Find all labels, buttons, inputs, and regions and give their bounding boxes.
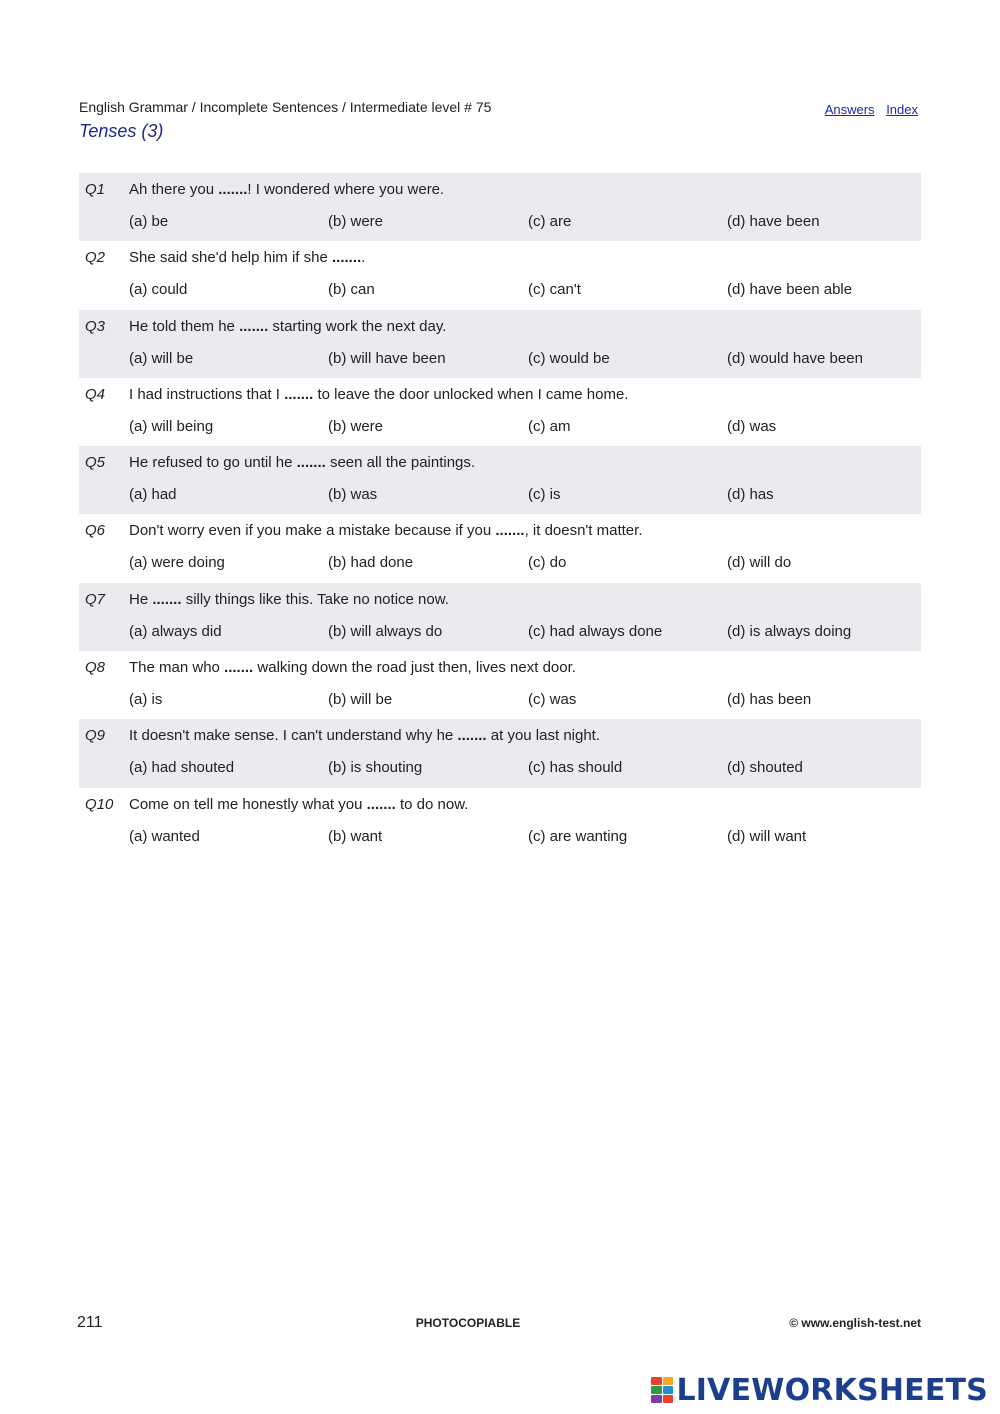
- top-links: [817, 102, 918, 117]
- stem-text-after: starting work the next day.: [268, 317, 447, 335]
- copyright-website: © www.english-test.net: [789, 1316, 921, 1330]
- stem-text-before: The man who: [129, 659, 225, 677]
- answer-blank[interactable]: .......: [218, 181, 248, 198]
- option-a[interactable]: (a) wanted: [129, 827, 200, 845]
- question-number: Q10: [85, 795, 114, 813]
- option-c[interactable]: (c) am: [528, 417, 571, 435]
- answer-blank[interactable]: .......: [331, 249, 362, 267]
- logo-tile: [663, 1377, 674, 1385]
- stem-text-before: Come on tell me honestly what you: [129, 795, 367, 813]
- stem-text-after: ! I wondered where you were.: [247, 181, 445, 198]
- question-item: [79, 446, 921, 514]
- option-d[interactable]: (d) shouted: [727, 759, 803, 777]
- stem-text-after: to do now.: [395, 795, 469, 813]
- option-a[interactable]: (a) had shouted: [129, 759, 235, 777]
- stem-text-before: He: [129, 590, 153, 608]
- question-item: [79, 514, 921, 582]
- question-stem: [129, 659, 576, 676]
- breadcrumb: English Grammar / Incomplete Sentences / Intermediate level # 75: [79, 99, 492, 115]
- option-d[interactable]: (d) has: [727, 486, 774, 504]
- option-b[interactable]: (b) were: [328, 213, 384, 230]
- option-d[interactable]: (d) will do: [727, 554, 792, 572]
- option-b[interactable]: (b) can: [328, 281, 375, 299]
- option-c[interactable]: (c) do: [528, 554, 567, 572]
- question-stem: [129, 386, 628, 403]
- option-d[interactable]: (d) was: [727, 417, 777, 435]
- question-number: Q3: [85, 317, 106, 335]
- question-number: Q4: [85, 385, 106, 403]
- answer-blank[interactable]: .......: [239, 317, 269, 335]
- option-c[interactable]: (c) are wanting: [528, 827, 628, 845]
- option-b[interactable]: (b) had done: [328, 554, 414, 572]
- stem-text-before: He refused to go until he: [129, 454, 297, 472]
- question-number: Q6: [85, 522, 106, 540]
- option-b[interactable]: (b) was: [328, 486, 378, 504]
- answer-blank[interactable]: .......: [152, 590, 182, 608]
- liveworksheets-logo-text: LIVEWORKSHEETS: [676, 1372, 988, 1408]
- option-b[interactable]: (b) is shouting: [328, 759, 423, 777]
- stem-text-after: .: [361, 249, 366, 267]
- option-c[interactable]: (c) can't: [528, 281, 581, 299]
- liveworksheets-logo-icon: [651, 1377, 673, 1403]
- option-b[interactable]: (b) want: [328, 827, 383, 845]
- option-c[interactable]: (c) had always done: [528, 622, 663, 640]
- question-list: [79, 173, 921, 856]
- question-number: Q8: [85, 659, 106, 677]
- logo-tile: [651, 1377, 662, 1385]
- option-a[interactable]: (a) is: [129, 691, 163, 709]
- worksheet-title: Tenses (3): [79, 121, 164, 141]
- option-a[interactable]: (a) had: [129, 486, 177, 504]
- option-d[interactable]: (d) is always doing: [727, 622, 852, 640]
- question-number: Q7: [85, 590, 106, 608]
- answer-blank[interactable]: .......: [366, 795, 396, 813]
- question-stem: [129, 591, 449, 608]
- question-item: [79, 173, 921, 241]
- answers-link[interactable]: Answers: [824, 102, 875, 117]
- answer-blank[interactable]: .......: [284, 385, 314, 403]
- question-stem: [129, 522, 642, 539]
- index-link[interactable]: Index: [886, 102, 918, 117]
- option-a[interactable]: (a) will be: [129, 349, 194, 367]
- logo-tile: [651, 1386, 662, 1394]
- question-stem: [129, 181, 444, 198]
- stem-text-after: at you last night.: [486, 727, 601, 745]
- stem-text-before: Ah there you: [129, 181, 219, 198]
- option-c[interactable]: (c) are: [528, 213, 572, 230]
- question-stem: [129, 796, 468, 813]
- stem-text-before: It doesn't make sense. I can't understand why he: [129, 727, 458, 745]
- stem-text-before: She said she'd help him if she: [129, 249, 332, 267]
- question-number: Q5: [85, 454, 106, 472]
- question-number: Q9: [85, 727, 106, 745]
- question-number: Q2: [85, 249, 106, 267]
- option-b[interactable]: (b) will have been: [328, 349, 446, 367]
- stem-text-after: silly things like this. Take no notice now.: [181, 590, 449, 608]
- question-stem: [129, 454, 475, 471]
- option-d[interactable]: (d) would have been: [727, 349, 863, 367]
- stem-text-after: seen all the paintings.: [325, 454, 476, 472]
- option-c[interactable]: (c) would be: [528, 349, 610, 367]
- option-d[interactable]: (d) have been: [727, 213, 820, 230]
- question-number: Q1: [85, 181, 106, 198]
- logo-tile: [663, 1386, 674, 1394]
- option-a[interactable]: (a) be: [129, 213, 169, 230]
- question-stem: [129, 249, 365, 266]
- answer-blank[interactable]: .......: [457, 727, 487, 745]
- logo-tile: [651, 1395, 662, 1403]
- question-item: [79, 719, 921, 787]
- stem-text-before: Don't worry even if you make a mistake because if you: [129, 522, 496, 540]
- option-b[interactable]: (b) were: [328, 417, 384, 435]
- stem-text-after: , it doesn't matter.: [524, 522, 643, 540]
- option-d[interactable]: (d) has been: [727, 691, 812, 709]
- stem-text-before: He told them he: [129, 317, 240, 335]
- logo-tile: [663, 1395, 674, 1403]
- option-a[interactable]: (a) could: [129, 281, 188, 299]
- answer-blank[interactable]: .......: [296, 454, 326, 472]
- option-a[interactable]: (a) always did: [129, 622, 222, 640]
- question-stem: [129, 727, 600, 744]
- stem-text-after: to leave the door unlocked when I came home.: [313, 385, 629, 403]
- question-item: [79, 241, 921, 309]
- option-b[interactable]: (b) will be: [328, 691, 393, 709]
- option-a[interactable]: (a) were doing: [129, 554, 225, 572]
- photocopiable-label: PHOTOCOPIABLE: [415, 1316, 521, 1330]
- question-item: [79, 788, 921, 856]
- question-item: [79, 378, 921, 446]
- option-c[interactable]: (c) was: [528, 691, 577, 709]
- question-item: [79, 310, 921, 378]
- stem-text-after: walking down the road just then, lives next door.: [253, 659, 576, 677]
- question-item: [79, 651, 921, 719]
- option-c[interactable]: (c) is: [528, 486, 561, 504]
- option-c[interactable]: (c) has should: [528, 759, 623, 777]
- question-item: [79, 583, 921, 651]
- liveworksheets-logo[interactable]: [651, 1372, 988, 1408]
- answer-blank[interactable]: .......: [495, 522, 525, 540]
- page-number: 211: [77, 1314, 103, 1331]
- option-d[interactable]: (d) have been able: [727, 281, 853, 299]
- option-b[interactable]: (b) will always do: [328, 622, 443, 640]
- option-d[interactable]: (d) will want: [727, 827, 807, 845]
- answer-blank[interactable]: .......: [224, 659, 254, 677]
- option-a[interactable]: (a) will being: [129, 417, 214, 435]
- stem-text-before: I had instructions that I: [129, 385, 285, 403]
- question-stem: [129, 318, 446, 335]
